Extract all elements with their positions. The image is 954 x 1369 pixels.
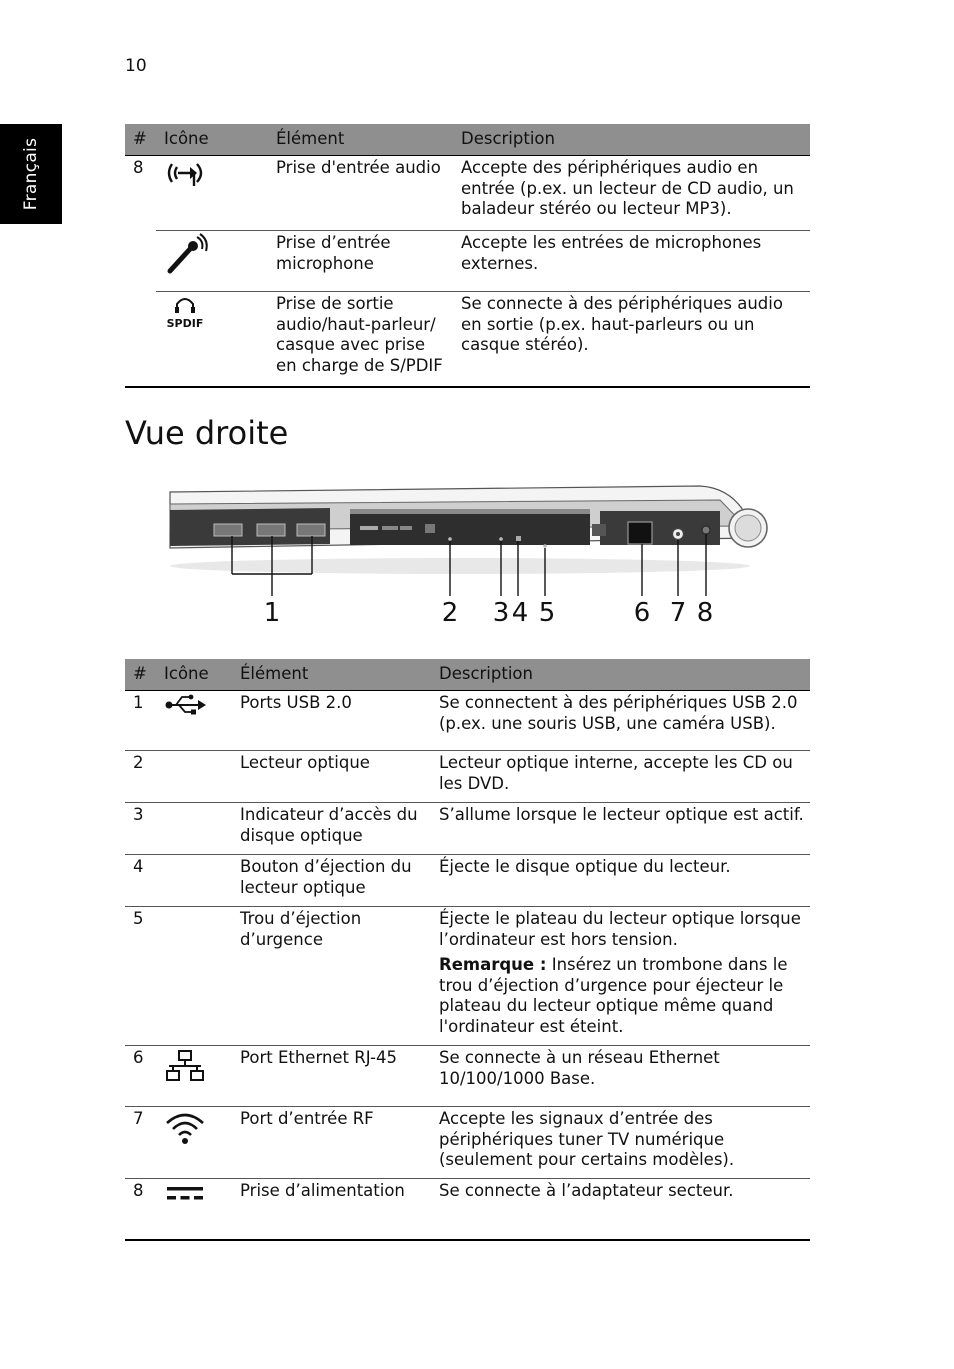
callout-label: 1 [263,598,281,628]
row-num: 8 [125,1179,156,1240]
row-icon-cell [156,1107,232,1179]
row-description: Se connecte à l’adaptateur secteur. [431,1179,810,1240]
row-icon-cell [156,691,232,751]
row-num: 7 [125,1107,156,1179]
microphone-icon [164,233,208,275]
callout-label: 2 [441,598,459,628]
col-num: # [125,659,156,691]
table-row [125,156,810,231]
ethernet-icon [164,1048,208,1084]
row-icon-cell [156,803,232,855]
row-description: Éjecte le plateau du lecteur optique lorsque l’ordinateur est hors tension. [439,909,801,949]
row-icon-cell [156,855,232,907]
row-description-cell [431,907,810,1046]
col-element: Élément [232,659,431,691]
callout-label: 5 [538,598,556,628]
language-tab-label: Français [21,137,41,211]
row-element: Lecteur optique [232,751,431,803]
table-header-row [125,659,810,691]
row-num: 6 [125,1046,156,1107]
usb-icon [164,693,208,715]
top-spec-table [125,124,810,388]
callout-label: 8 [696,598,714,628]
table-row [125,292,810,387]
row-description: Lecteur optique interne, accepte les CD ou les DVD. [431,751,810,803]
col-description: Description [431,659,810,691]
row-icon-cell [156,1046,232,1107]
row-element: Indicateur d’accès du disque optique [232,803,431,855]
col-num: # [125,124,156,156]
row-element: Port d’entrée RF [232,1107,431,1179]
note-label: Remarque : [439,955,547,974]
table-row [125,1046,810,1107]
note-text: Insérez un trombone dans le trou d’éjection d’urgence pour éjecteur le plateau du lecteur optique même quand l'ordinateur est éteint. [439,955,788,1036]
row-description: S’allume lorsque le lecteur optique est actif. [431,803,810,855]
row-description: Accepte les entrées de microphones externes. [453,231,810,292]
laptop-right-side-diagram [160,478,780,638]
table-row [125,1107,810,1179]
bottom-spec-table [125,659,810,1241]
table-row [125,231,810,292]
row-description: Se connecte à un réseau Ethernet 10/100/1000 Base. [431,1046,810,1107]
audio-in-icon [164,158,208,188]
row-icon-cell [156,907,232,1046]
row-num [125,231,156,292]
row-icon-cell [156,156,268,231]
table-row [125,803,810,855]
callout-label: 7 [669,598,687,628]
row-element: Prise d’entrée microphone [268,231,453,292]
dc-power-icon [164,1181,208,1205]
col-icon: Icône [156,659,232,691]
row-description: Se connectent à des périphériques USB 2.0 (p.ex. une souris USB, une caméra USB). [431,691,810,751]
col-icon: Icône [156,124,268,156]
row-element: Prise de sortie audio/haut-parleur/ casque avec prise en charge de S/PDIF [268,292,453,387]
callout-label: 4 [511,598,529,628]
row-description: Éjecte le disque optique du lecteur. [431,855,810,907]
row-num: 2 [125,751,156,803]
callout-label: 6 [633,598,651,628]
language-tab [0,124,62,224]
table-row [125,1179,810,1240]
row-num: 4 [125,855,156,907]
col-element: Élément [268,124,453,156]
row-description: Se connecte à des périphériques audio en sortie (p.ex. haut-parleurs ou un casque stéréo). [453,292,810,387]
rf-antenna-icon [164,1109,208,1147]
row-element: Trou d’éjection d’urgence [232,907,431,1046]
spdif-label: SPDIF [166,317,204,330]
callout-label: 3 [492,598,510,628]
row-element: Bouton d’éjection du lecteur optique [232,855,431,907]
row-num: 1 [125,691,156,751]
row-description: Accepte les signaux d’entrée des périphériques tuner TV numérique (seulement pour certains modèles). [431,1107,810,1179]
table-row [125,907,810,1046]
table-row [125,751,810,803]
row-element: Prise d'entrée audio [268,156,453,231]
row-icon-cell [156,751,232,803]
headphone-spdif-icon [164,294,208,330]
row-icon-cell [156,292,268,387]
section-title: Vue droite [125,414,289,452]
note-paragraph [439,955,804,1037]
row-num: 3 [125,803,156,855]
page-number: 10 [125,56,147,76]
row-num [125,292,156,387]
row-description: Accepte des périphériques audio en entrée (p.ex. un lecteur de CD audio, un baladeur stéréo ou lecteur MP3). [453,156,810,231]
row-icon-cell [156,231,268,292]
col-description: Description [453,124,810,156]
row-num: 5 [125,907,156,1046]
row-element: Ports USB 2.0 [232,691,431,751]
row-element: Port Ethernet RJ-45 [232,1046,431,1107]
row-icon-cell [156,1179,232,1240]
table-row [125,691,810,751]
row-element: Prise d’alimentation [232,1179,431,1240]
row-num: 8 [133,158,144,177]
table-row [125,855,810,907]
table-header-row [125,124,810,156]
